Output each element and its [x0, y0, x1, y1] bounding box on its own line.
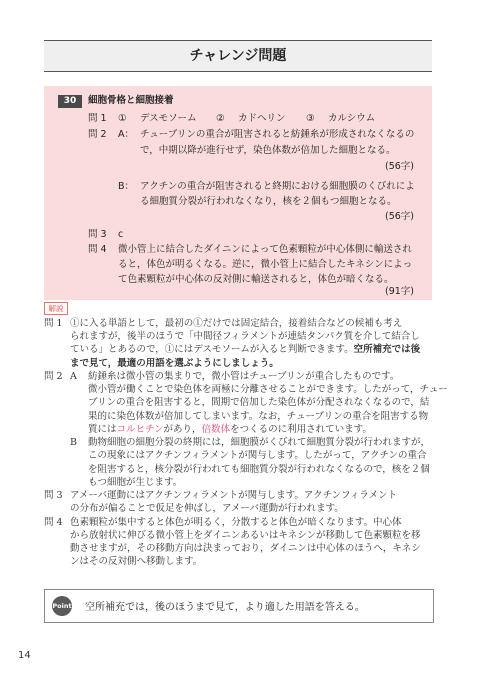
problem-heading: 細胞骨格と細胞接着 — [88, 95, 174, 106]
exp-q4-line-3: 動させますが，その移動方向は決まっており，ダイニンは中心体のほうへ，キネシ — [70, 543, 421, 555]
exp-q3-line-1: アメーバ運動にはアクチンフィラメントが関与します。アクチンフィラメント — [70, 490, 398, 502]
exp-q4-line-1: 色素顆粒が集中すると体色が明るく，分散すると体色が暗くなります。中心体 — [70, 516, 402, 528]
answer-q2-a-char-count: (56字) — [384, 161, 414, 172]
exp-q2-a-label: A — [70, 370, 77, 382]
exp-q2-a5-post: をつくるのに利用されています。 — [230, 423, 372, 435]
exp-q2-b-line-1: 動物細胞の細胞分裂の終期には，細胞膜がくびれて細胞質分裂が行われますが， — [88, 437, 431, 449]
exp-q2-label: 問 2 — [44, 370, 63, 382]
answer-q3-text: c — [118, 229, 124, 240]
answer-q1-index-3: ③ — [306, 113, 315, 124]
exp-q2-b-line-3: を阻害すると，核分裂が行われても細胞質分裂が行われなくなるので，核を２個 — [88, 463, 430, 475]
answer-q2-b-line-2: る細胞質分裂が行われなくなり，核を２個もつ細胞となる。 — [140, 196, 397, 207]
exp-q2-a-line-2: 微小管が働くことで染色体を両極に分離させることができます。したがって，チュー — [88, 384, 448, 396]
exp-q2-a5-pre: 質には — [88, 423, 117, 435]
exp-q3-label: 問 3 — [44, 490, 63, 502]
answer-q2-label: 問 2 — [88, 129, 107, 140]
exp-q2-a-line-4: 果的に染色体数が倍加してしまいます。なお，チューブリンの重合を阻害する物 — [88, 410, 429, 422]
exp-q2-b-label: B — [70, 437, 77, 449]
exp-q1-line-3a: ている」とあるので，①にはデスモソームが入ると判断できます。 — [70, 344, 354, 356]
exp-q1-line-2: られますが，後半のほうで「中間径フィラメントが連結タンパク質を介して結合し — [70, 331, 420, 343]
page-number: 14 — [18, 650, 31, 661]
answer-q2-a-label: A： — [118, 129, 134, 140]
exp-q4-line-4: ンはその反対側へ移動します。 — [70, 556, 203, 568]
problem-number-badge: 30 — [58, 95, 82, 108]
exp-q1-line-1: ①に入る単語として，最初の①だけでは固定結合，接着結合などの候補も考え — [70, 318, 403, 329]
answer-q4-line-1: 微小管上に結合したダイニンによって色素顆粒が中心体側に輸送され — [118, 244, 412, 255]
answer-q2-b-line-1: アクチンの重合が阻害されると終期における細胞膜のくびれによ — [140, 181, 415, 192]
answer-q1-label: 問 1 — [88, 113, 107, 124]
answer-q4-char-count: (91字) — [384, 286, 414, 297]
answer-q4-label: 問 4 — [88, 244, 107, 255]
exp-q4-label: 問 4 — [44, 516, 63, 528]
exp-q2-a-line-1: 紡錘糸は微小管の集まりで，微小管はチューブリンが重合したものです。 — [88, 370, 400, 382]
keyword-colchicine: コルヒチン — [116, 423, 164, 435]
answer-q1-term-3: カルシウム — [328, 113, 376, 124]
exp-q2-b-line-2: この現象にはアクチンフィラメントが関与します。したがって，アクチンの重合 — [88, 450, 427, 462]
answer-q2-b-char-count: (56字) — [384, 211, 414, 222]
exp-q2-b-line-4: もつ細胞が生じます。 — [88, 476, 183, 488]
answer-q2-a-line-2: で，中期以降が進行せず，染色体数が倍加した細胞となる。 — [140, 145, 396, 156]
point-badge: Point — [52, 596, 72, 616]
explanation-body — [44, 316, 448, 604]
exp-q1-line-4: まで見て，最適の用語を選ぶようにしましょう。 — [70, 357, 279, 369]
point-text: 空所補充では，後のほうまで見て，より適した用語を答える。 — [85, 602, 365, 613]
exp-q1-label: 問 1 — [44, 318, 63, 329]
answer-box — [44, 86, 432, 300]
answer-q4-line-2: ると，体色が明るくなる。逆に，微小管上に結合したキネシンによっ — [118, 259, 413, 270]
exp-q1-line-3b: 空所補充では後 — [353, 344, 421, 356]
answer-q2-a-line-1: チューブリンの重合が阻害されると紡錘糸が形成されなくなるの — [140, 129, 415, 140]
point-box — [44, 589, 434, 623]
explanation-label: 解説 — [44, 302, 68, 315]
answer-q3-label: 問 3 — [88, 229, 107, 240]
exp-q4-line-2: から放射状に伸びる微小管上をダイニンあるいはキネシンが移動して色素顆粒を移 — [70, 529, 421, 541]
page-title: チャレンジ問題 — [44, 40, 432, 72]
answer-q2-b-label: B： — [118, 181, 135, 192]
answer-q1-term-2: カドヘリン — [238, 113, 286, 124]
exp-q2-a5-mid: があり， — [163, 423, 202, 435]
exp-q2-a-line-3: ブリンの重合を阻害すると，間期で倍加した染色体が分配されなくなるので，結 — [88, 397, 430, 409]
keyword-polyploid: 倍数体 — [201, 423, 231, 435]
answer-q1-index-2: ② — [216, 113, 225, 124]
answer-q4-line-3: て色素顆粒が中心体の反対側に輸送されると，体色が暗くなる。 — [118, 274, 394, 285]
answer-q1-term-1: デスモソーム — [140, 113, 197, 124]
exp-q3-line-2: の分布が偏ることで仮足を伸ばし，アメーバ運動が行われます。 — [70, 503, 344, 515]
answer-q1-index-1: ① — [118, 113, 127, 124]
